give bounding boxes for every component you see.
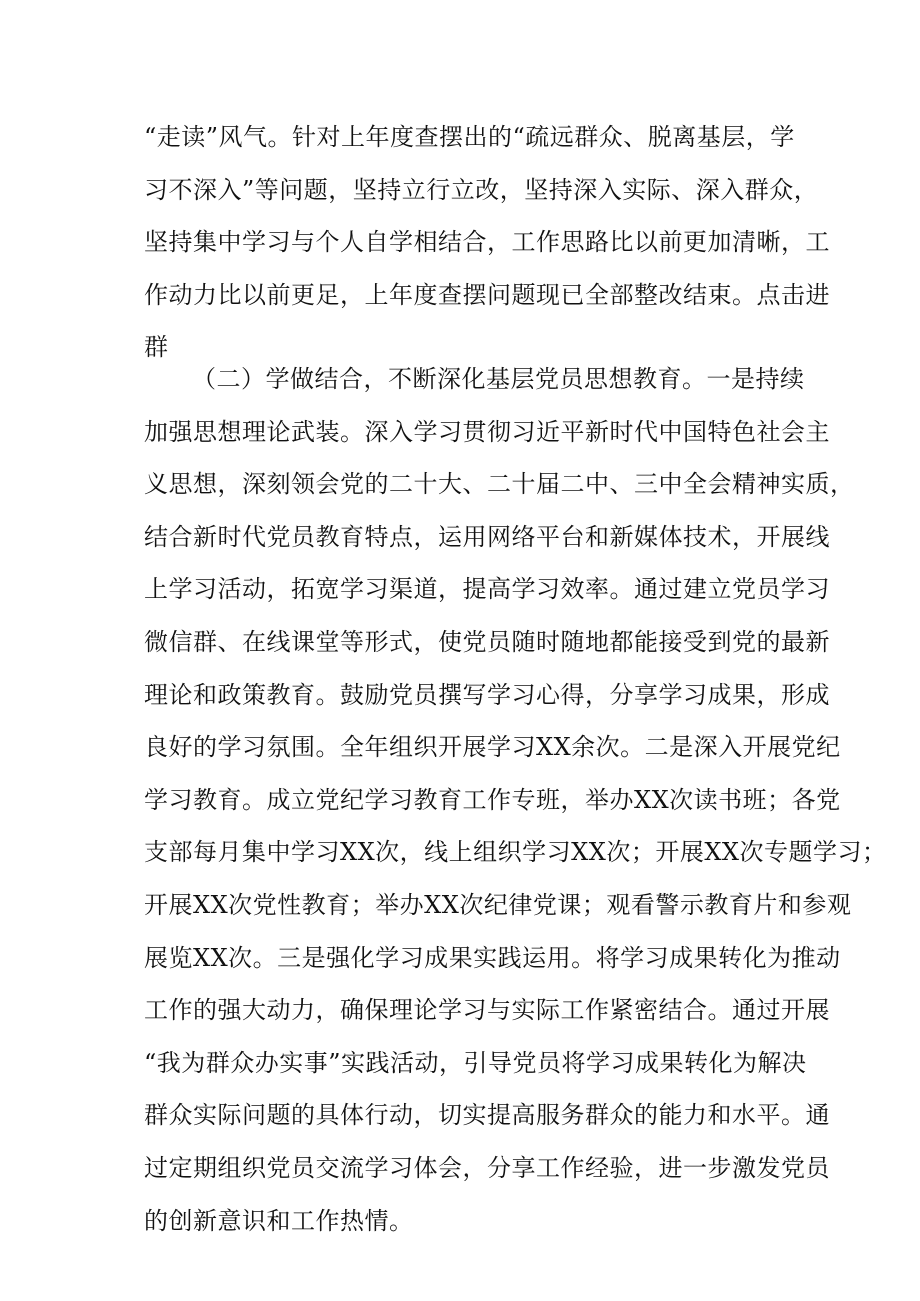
text-line: 群 <box>144 333 169 362</box>
text-line: 微信群、在线课堂等形式，使党员随时随地都能接受到党的最新 <box>144 627 830 656</box>
section-heading-line: （二）学做结合，不断深化基层党员思想教育。一是持续 <box>192 365 805 393</box>
text-line: 加强思想理论武装。深入学习贯彻习近平新时代中国特色社会主 <box>144 417 830 446</box>
text-line: 展览XX次。三是强化学习成果实践运用。将学习成果转化为推动 <box>144 943 841 972</box>
text-line: 工作的强大动力，确保理论学习与实际工作紧密结合。通过开展 <box>144 996 830 1025</box>
text-line: 作动力比以前更足，上年度查摆问题现已全部整改结束。点击进 <box>144 280 830 309</box>
paragraph-continuation <box>144 111 830 374</box>
text-line: 坚持集中学习与个人自学相结合，工作思路比以前更加清晰，工 <box>144 228 830 257</box>
text-line: 的创新意识和工作热情。 <box>144 1206 414 1235</box>
paragraph-section-two <box>144 353 887 1247</box>
text-line: 义思想，深刻领会党的二十大、二十届二中、三中全会精神实质， <box>144 470 855 499</box>
text-line: 开展XX次党性教育；举办XX次纪律党课；观看警示教育片和参观 <box>144 890 852 919</box>
text-line: 理论和政策教育。鼓励党员撰写学习心得，分享学习成果，形成 <box>144 680 830 709</box>
text-line: 支部每月集中学习XX次，线上组织学习XX次；开展XX次专题学习； <box>144 838 887 867</box>
text-line: 学习教育。成立党纪学习教育工作专班，举办XX次读书班；各党 <box>144 785 841 814</box>
text-line: 群众实际问题的具体行动，切实提高服务群众的能力和水平。通 <box>144 1101 830 1130</box>
text-line: “我为群众办实事”实践活动，引导党员将学习成果转化为解决 <box>144 1048 807 1077</box>
text-line: 良好的学习氛围。全年组织开展学习XX余次。二是深入开展党纪 <box>144 733 841 762</box>
text-line: 过定期组织党员交流学习体会，分享工作经验，进一步激发党员 <box>144 1153 830 1182</box>
text-line: 上学习活动，拓宽学习渠道，提高学习效率。通过建立党员学习 <box>144 575 830 604</box>
text-line: 习不深入”等问题，坚持立行立改，坚持深入实际、深入群众， <box>144 175 819 204</box>
text-line: 结合新时代党员教育特点，运用网络平台和新媒体技术，开展线 <box>144 522 830 551</box>
text-line: “走读”风气。针对上年度查摆出的“疏远群众、脱离基层，学 <box>144 123 795 151</box>
